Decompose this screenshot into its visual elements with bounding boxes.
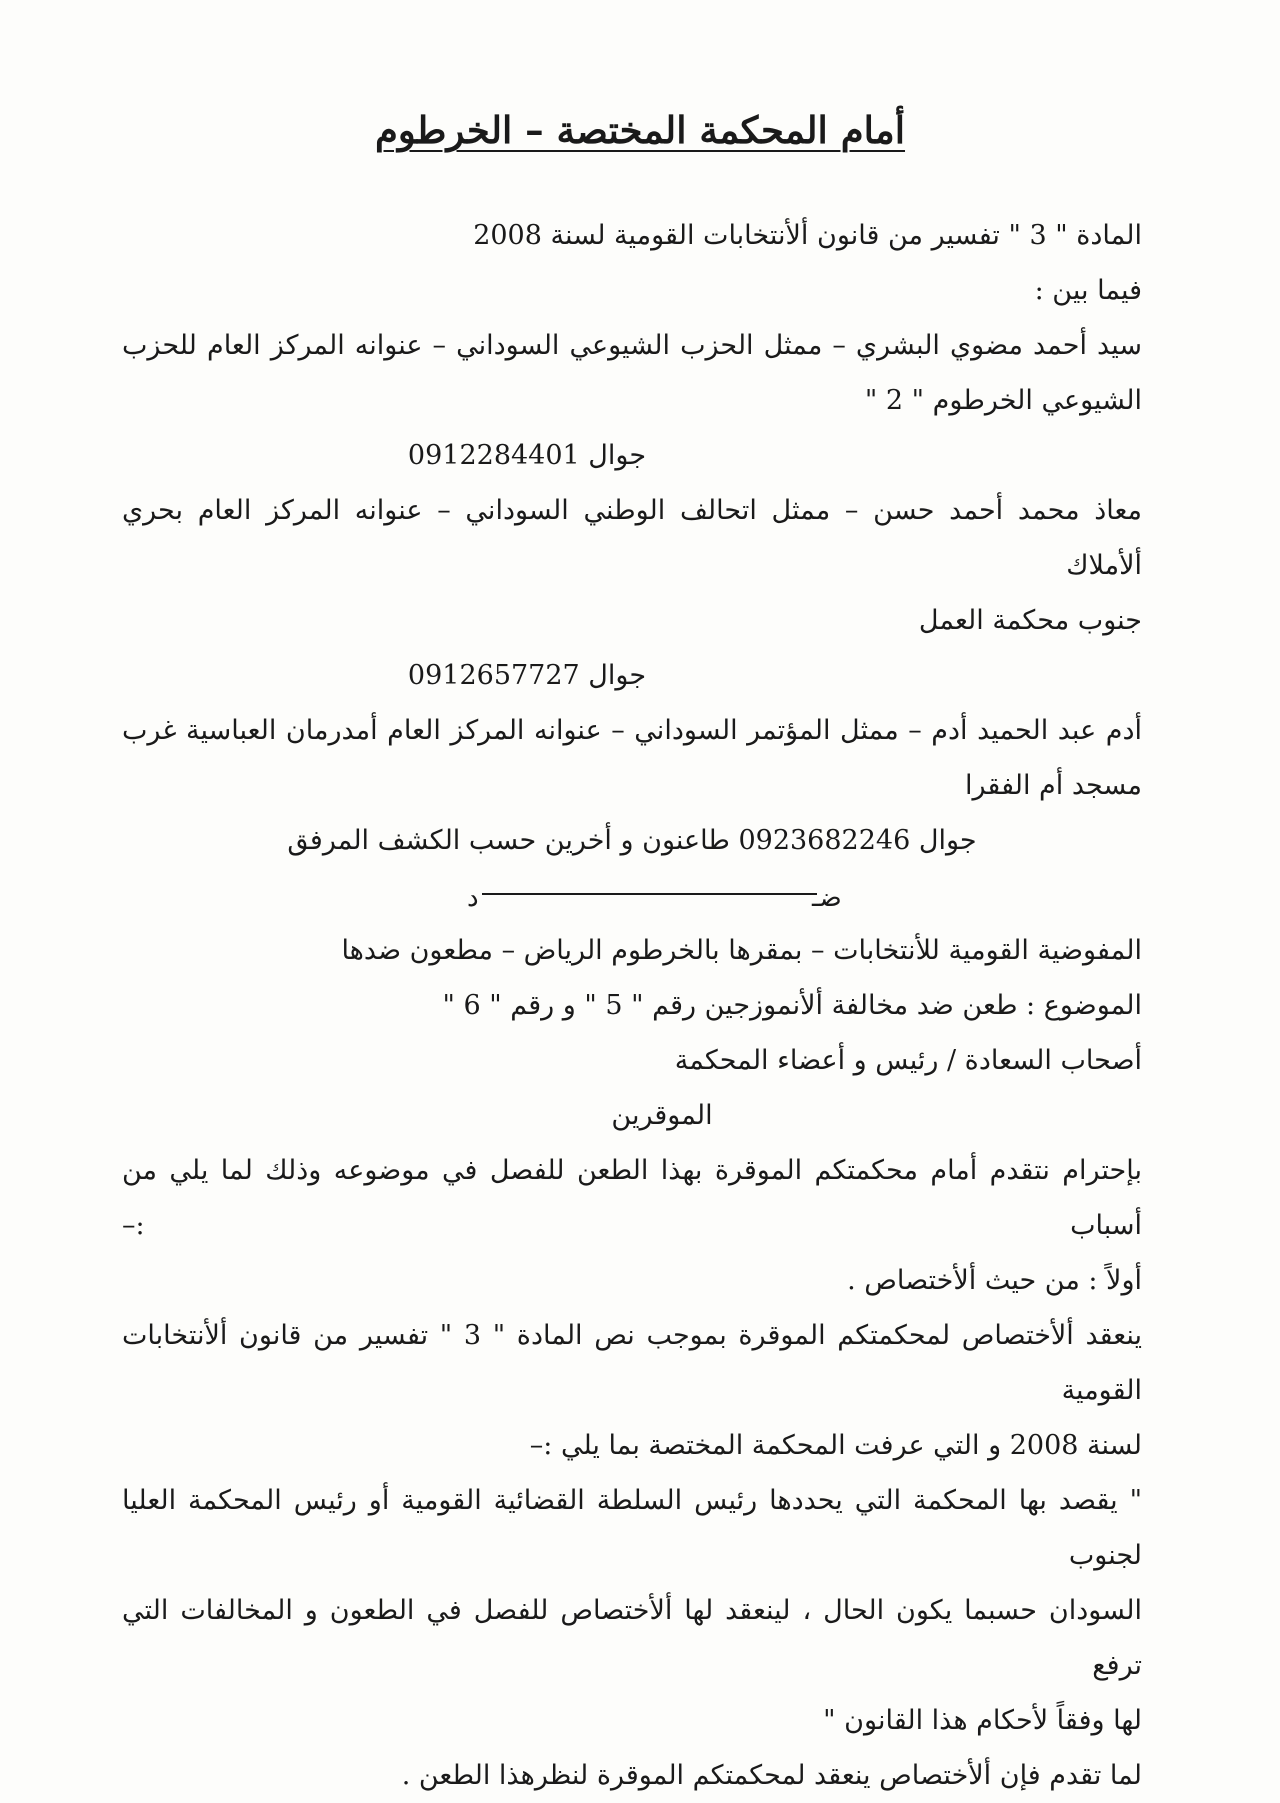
first-point-heading: أولاً : من حيث ألأختصاص . (847, 1265, 1142, 1296)
jurisdiction-line-2: لسنة 2008 و التي عرفت المحكمة المختصة بما يلي :– (529, 1430, 1142, 1461)
conclusion: لما تقدم فإن ألأختصاص ينعقد لمحكمتكم الموقرة لنظرهذا الطعن . (401, 1760, 1142, 1791)
appellant-1-line-2: الشيوعي الخرطوم " 2 " (864, 385, 1142, 416)
against-separator (122, 868, 1142, 923)
respondent: المفوضية القومية للأنتخابات – بمقرها بالخرطوم الرياض – مطعون ضدها (341, 935, 1142, 966)
appellant-2-line-2: جنوب محكمة العمل (918, 605, 1142, 636)
appellant-1-phone: جوال 0912284401 (407, 440, 647, 471)
court-heading: أمام المحكمة المختصة – الخرطوم (374, 108, 906, 152)
appellant-2-line-1: معاذ محمد أحمد حسن – ممثل اتحالف الوطني السوداني – عنوانه المركز العام بحري ألأملاك (122, 495, 1142, 581)
addressee: أصحاب السعادة / رئيس و أعضاء المحكمة (674, 1045, 1142, 1076)
appellant-3-line-1: أدم عبد الحميد أدم – ممثل المؤتمر السوداني – عنوانه المركز العام أمدرمان العباسية غرب (122, 715, 1142, 746)
jurisdiction-line-1: ينعقد ألأختصاص لمحكمتكم الموقرة بموجب نص المادة " 3 " تفسير من قانون ألأنتخابات القومية (122, 1320, 1142, 1406)
document-body (122, 208, 1142, 1803)
between-label: فيما بين : (1034, 275, 1142, 306)
against-separator-right: ضـ (812, 883, 842, 913)
appellant-3-phone-and-appellants: جوال 0923682246 طاعنون و أخرين حسب الكشف المرفق (287, 825, 977, 856)
appellant-1-line-1: سيد أحمد مضوي البشري – ممثل الحزب الشيوعي السوداني – عنوانه المركز العام للحزب (122, 330, 1142, 361)
quote-line-1: " يقصد بها المحكمة التي يحددها رئيس السلطة القضائية القومية أو رئيس المحكمة العليا لجنوب (122, 1485, 1142, 1571)
subject-line: الموضوع : طعن ضد مخالفة ألأنموزجين رقم " 5 " و رقم " 6 " (442, 990, 1142, 1021)
against-rule (482, 893, 817, 895)
article-reference: المادة " 3 " تفسير من قانون ألأنتخابات القومية لسنة 2008 (473, 220, 1142, 251)
appellant-3-line-2: مسجد أم الفقرا (965, 770, 1142, 801)
respected-label: الموقرين (611, 1100, 713, 1131)
against-separator-left: د (467, 883, 479, 913)
quote-line-2: السودان حسبما يكون الحال ، لينعقد لها ألأختصاص للفصل في الطعون و المخالفات التي ترفع (122, 1595, 1142, 1681)
intro-paragraph: بإحترام نتقدم أمام محكمتكم الموقرة بهذا الطعن للفصل في موضوعه وذلك لما يلي من أسباب :– (122, 1155, 1142, 1241)
quote-line-3: لها وفقاً لأحكام هذا القانون " (823, 1705, 1142, 1736)
appellant-2-phone: جوال 0912657727 (407, 660, 647, 691)
